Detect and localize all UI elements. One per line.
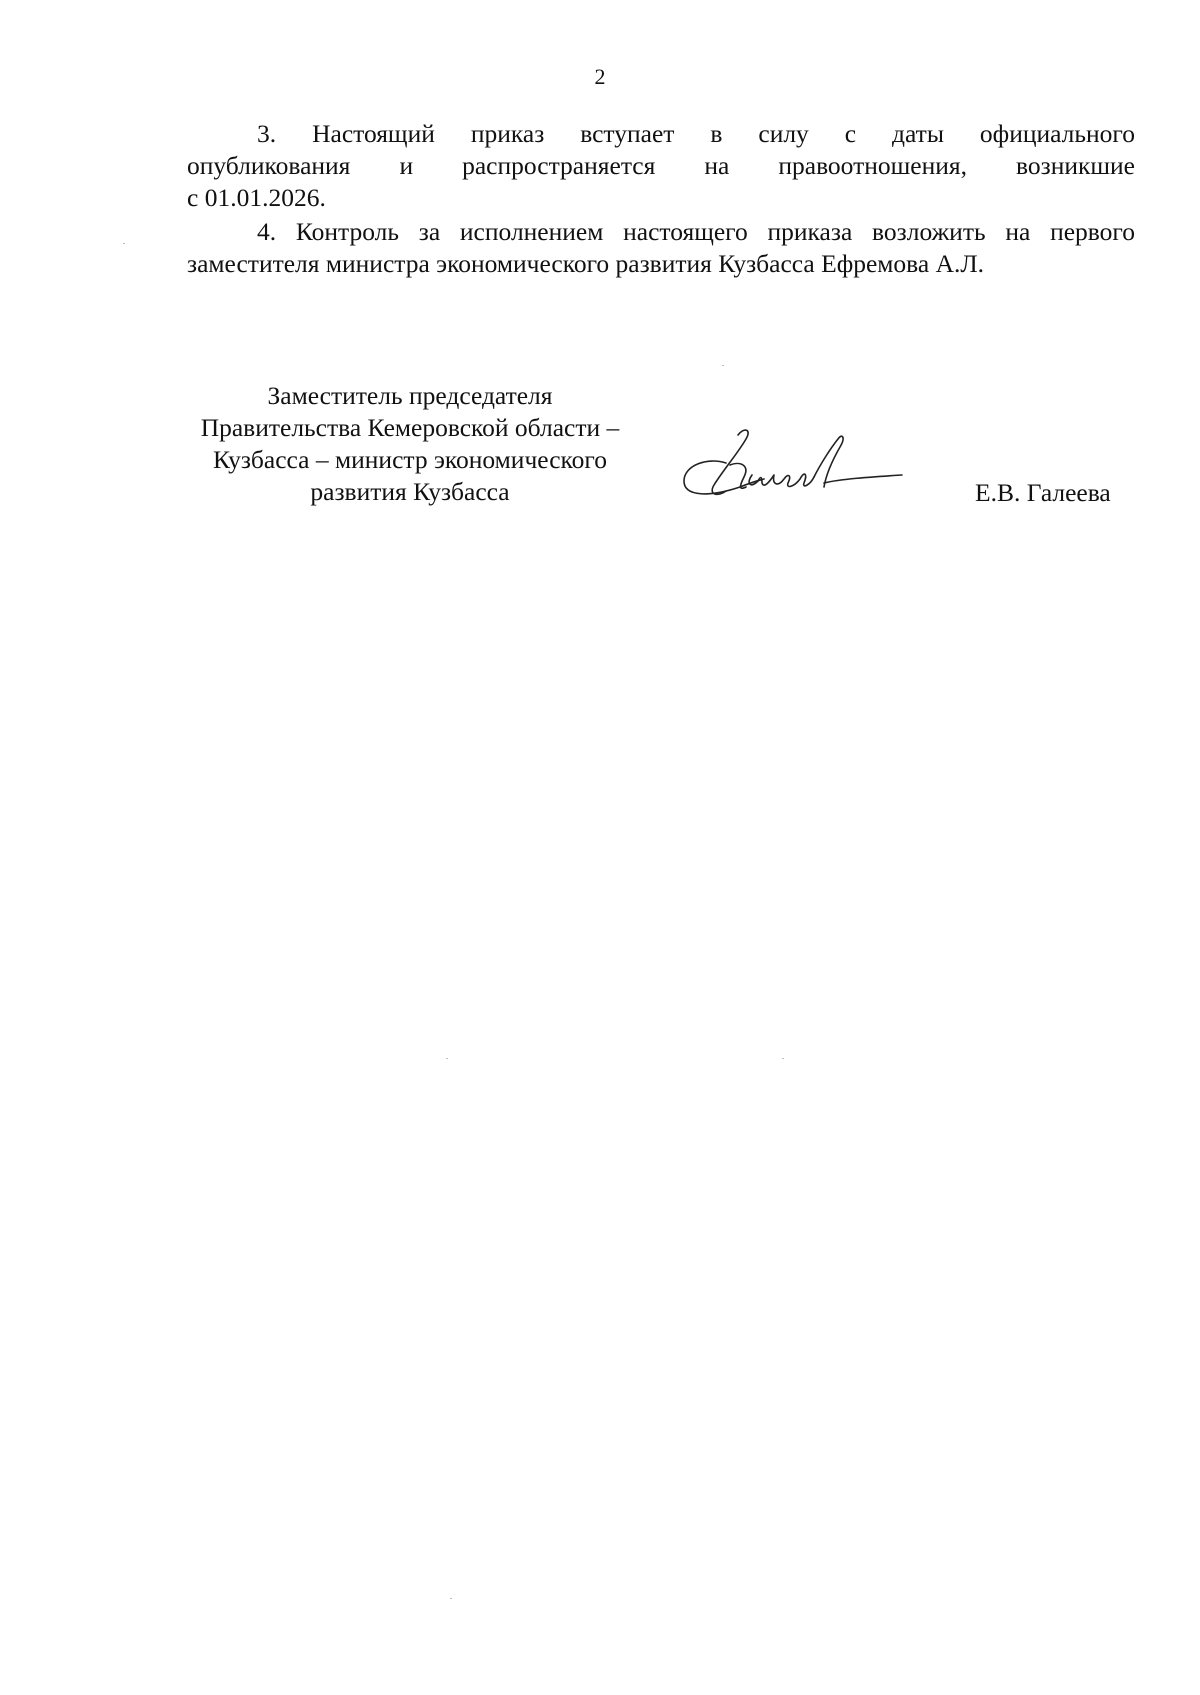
position-line: развития Кузбасса — [310, 477, 510, 506]
scan-speck — [722, 365, 724, 366]
paragraph-3-line-1: 3. Настоящий приказ вступает в силу с даты официального — [257, 119, 1135, 148]
scan-speck — [123, 243, 125, 244]
signatory-position — [170, 380, 650, 508]
paragraph-4: 4. Контроль за исполнением настоящего приказа возложить на первого заместителя министра экономического развития Кузбасса Ефремова А.Л. — [187, 217, 1135, 278]
paragraph-3-line-3: с 01.01.2026. — [187, 183, 326, 212]
scan-speck — [782, 1058, 784, 1059]
scan-speck — [450, 1598, 452, 1599]
page-number: 2 — [594, 64, 606, 89]
position-line: Правительства Кемеровской области – — [200, 413, 620, 442]
signer-name: Е.В. Галеева — [975, 478, 1111, 507]
paragraph-3-line-2: опубликования и распространяется на правоотношения, возникшие — [187, 151, 1135, 180]
position-line: Кузбасса – министр экономического — [213, 445, 607, 474]
scan-speck — [446, 1058, 448, 1059]
handwritten-signature-icon — [680, 425, 910, 505]
position-line: Заместитель председателя — [267, 381, 553, 410]
